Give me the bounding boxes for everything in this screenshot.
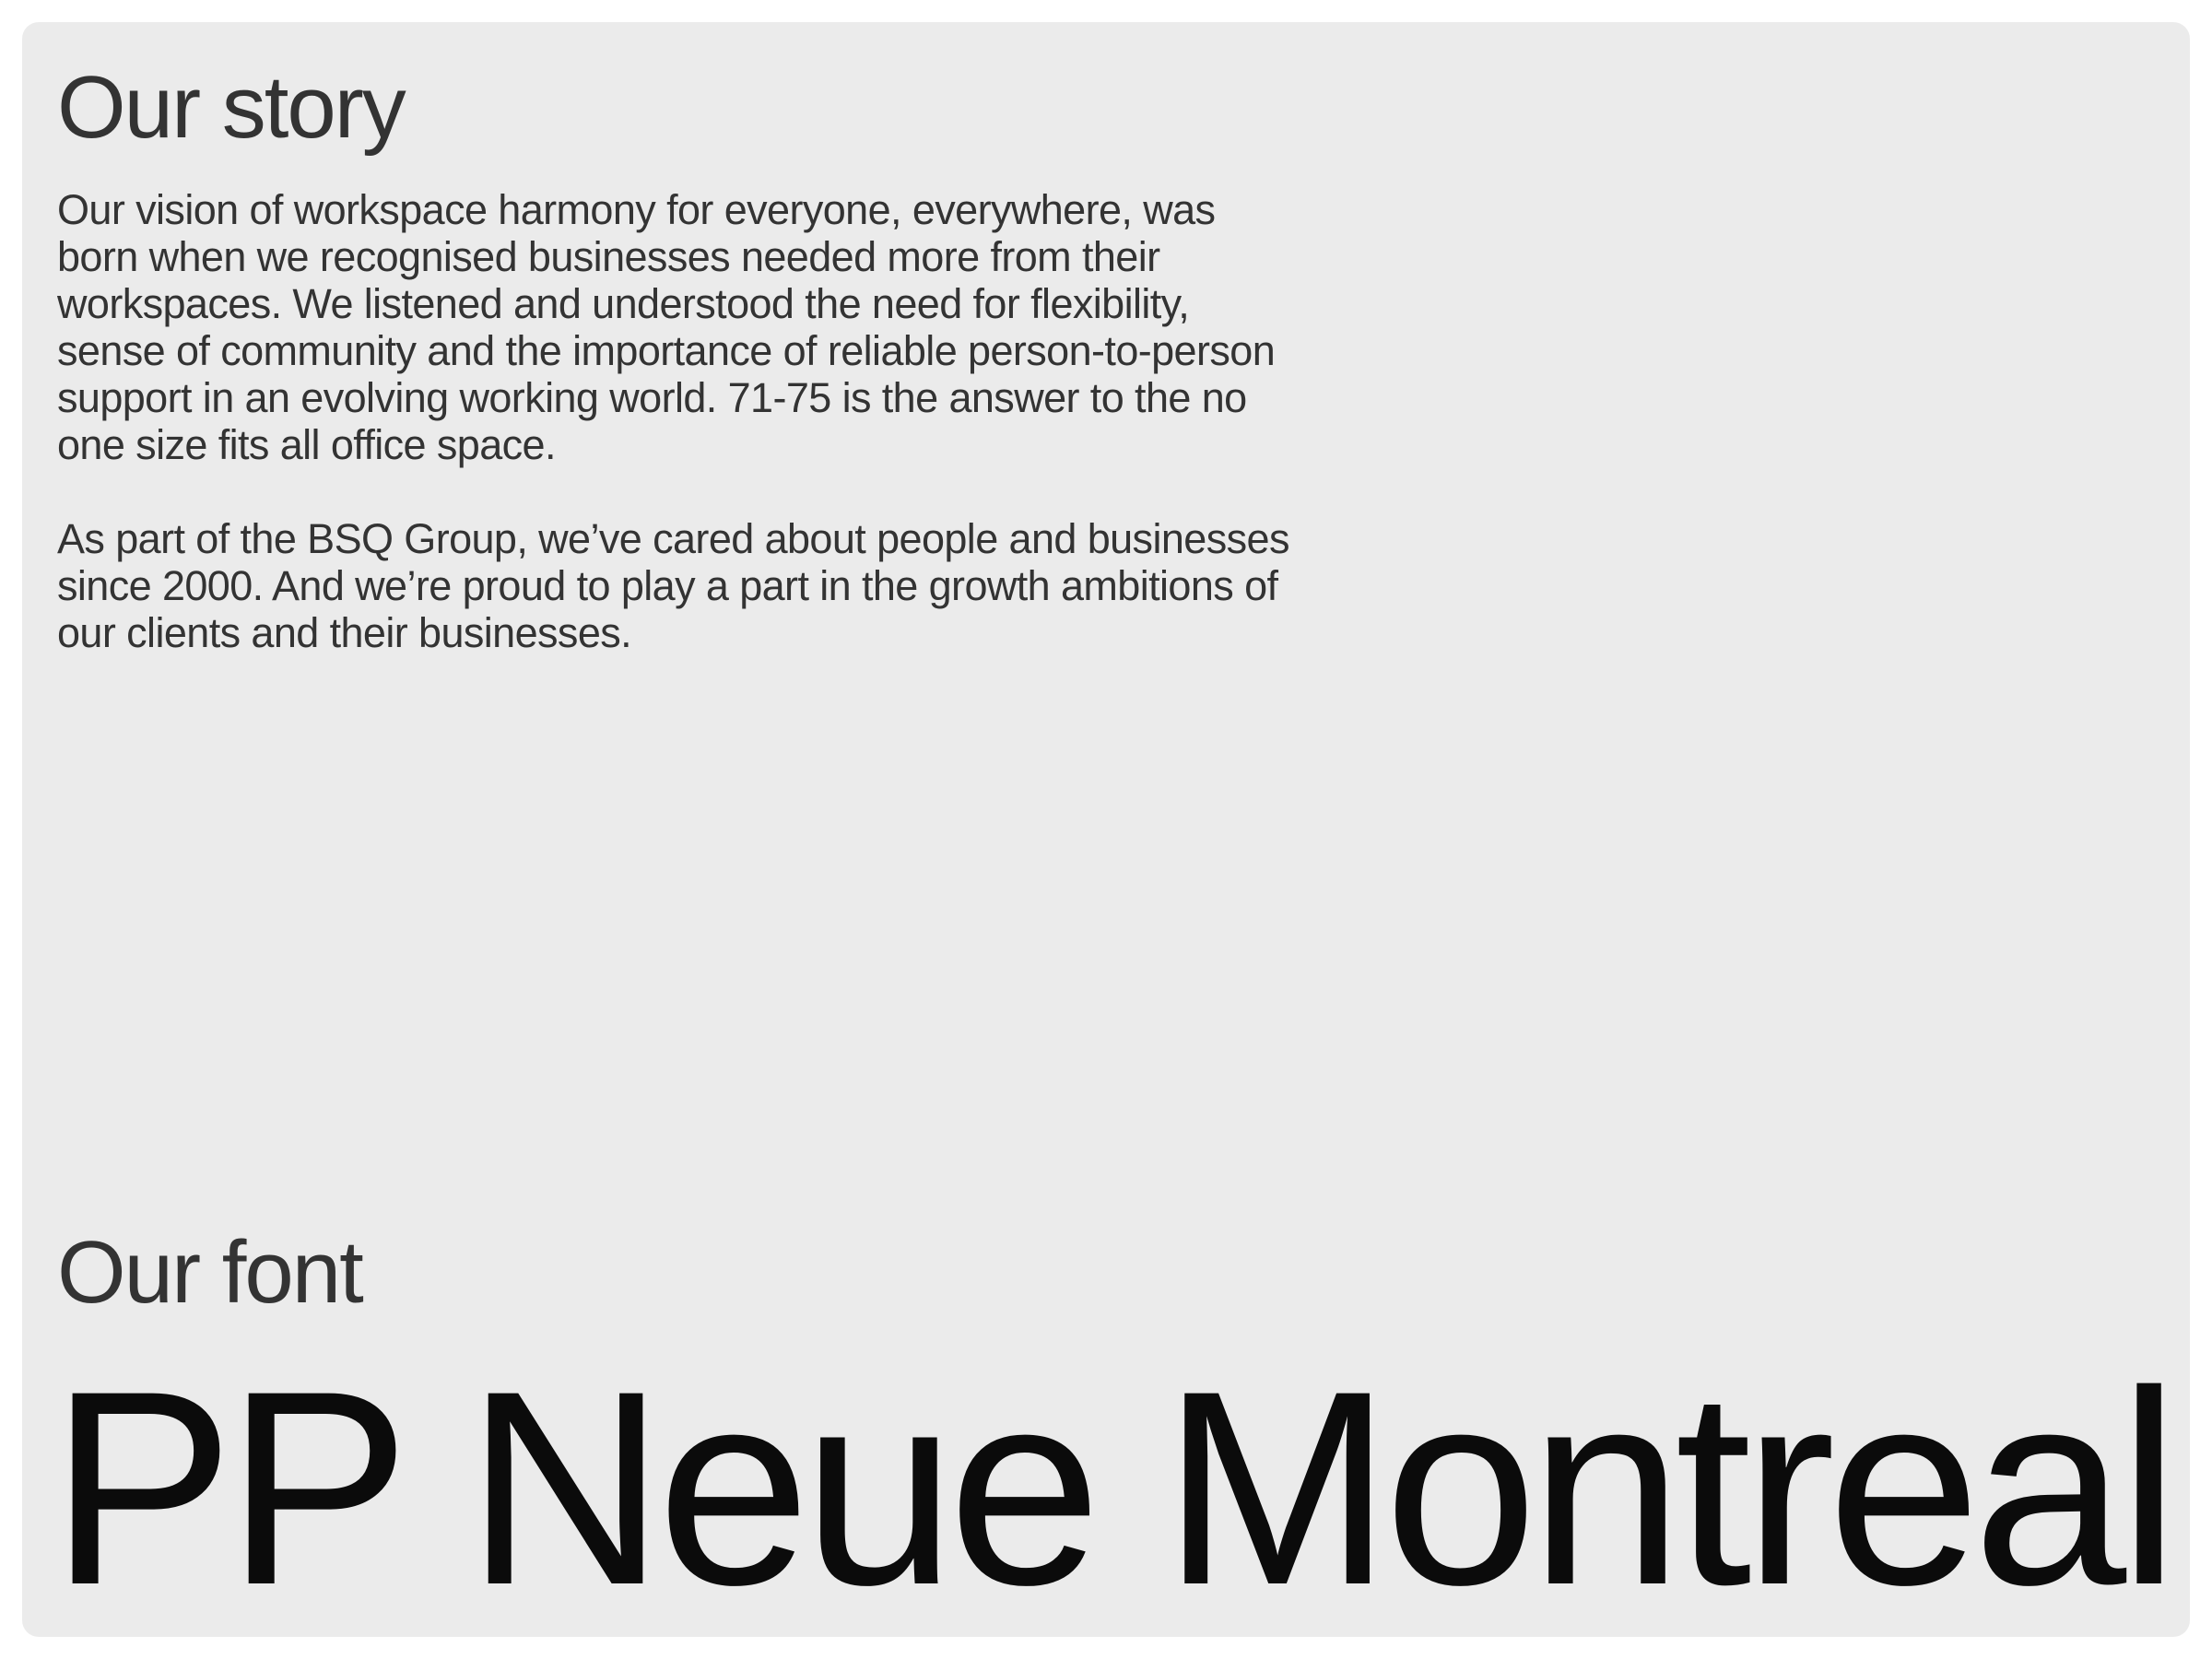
story-paragraph-1: Our vision of workspace harmony for everyone, everywhere, was born when we recognised businesses needed more from their workspaces. We listened and understood the need for flexibility, sense of community and the importance of reliable person-to-person support in an evolving working world. 71-75 is the answer to the no one size fits all office space. bbox=[57, 186, 1276, 468]
story-body bbox=[57, 186, 1292, 703]
font-heading: Our font bbox=[57, 1223, 362, 1322]
content-card bbox=[22, 22, 2190, 1642]
story-heading: Our story bbox=[57, 58, 405, 157]
story-paragraph-2: As part of the BSQ Group, we’ve cared about people and businesses since 2000. And we’re proud to play a part in the growth ambitions of our clients and their businesses. bbox=[57, 515, 1289, 656]
font-sample-text: PP Neue Montreal bbox=[50, 1333, 2171, 1642]
